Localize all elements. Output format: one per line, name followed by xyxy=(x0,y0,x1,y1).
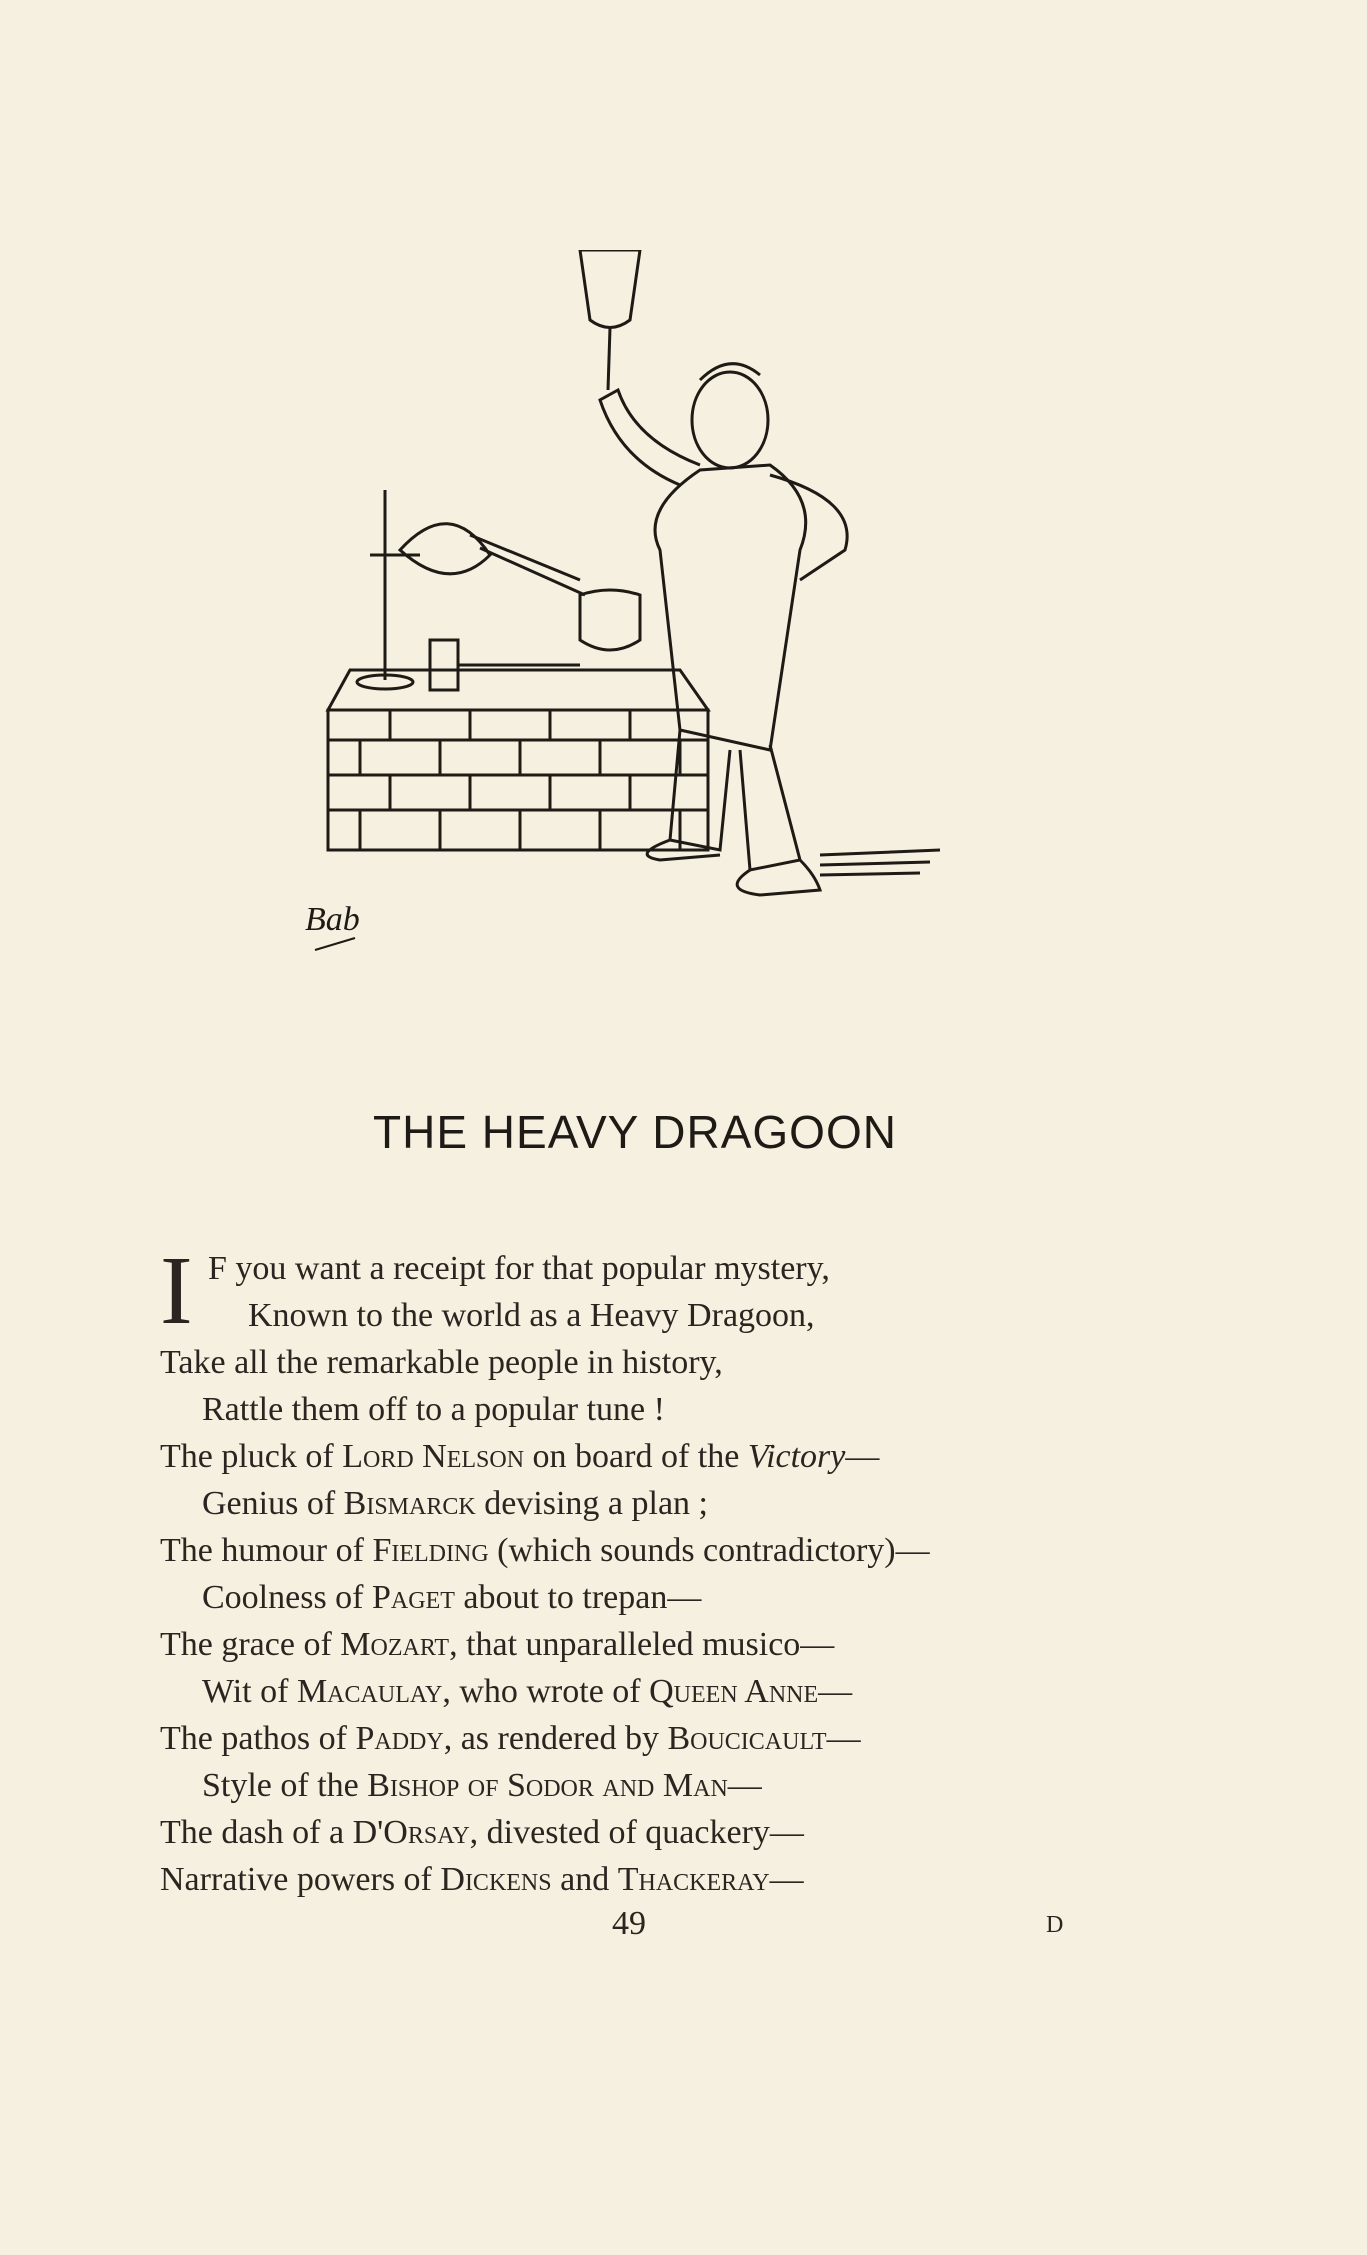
poem-line: Wit of Macaulay, who wrote of Queen Anne— xyxy=(202,1673,853,1710)
poem-line: Take all the remarkable people in history, xyxy=(160,1344,723,1381)
chemist-body xyxy=(655,465,806,750)
brick-furnace xyxy=(328,710,708,850)
signature-mark: D xyxy=(1046,1912,1064,1938)
poem-line: Style of the Bishop of Sodor and Man— xyxy=(202,1767,762,1804)
poem-line: The dash of a D'Orsay, divested of quackery— xyxy=(160,1814,804,1851)
poem-line: Coolness of Paget about to trepan— xyxy=(202,1579,702,1616)
poem-line: Rattle them off to a popular tune ! xyxy=(202,1391,665,1428)
poem-line: I F you want a receipt for that popular mystery, xyxy=(160,1237,830,1345)
chemist-head xyxy=(692,372,768,468)
poem-body xyxy=(160,1237,1210,1903)
poem-line: The pluck of Lord Nelson on board of the Victory— xyxy=(160,1438,880,1475)
drop-cap: I xyxy=(160,1237,193,1345)
poem-line: The pathos of Paddy, as rendered by Boucicault— xyxy=(160,1720,861,1757)
raised-arm xyxy=(600,390,700,485)
poem-line: The grace of Mozart, that unparalleled musico— xyxy=(160,1626,835,1663)
poem-line: Genius of Bismarck devising a plan ; xyxy=(202,1485,708,1522)
page-title: THE HEAVY DRAGOON xyxy=(373,1106,897,1158)
chemist-illustration xyxy=(300,250,960,970)
page-number: 49 xyxy=(612,1905,646,1942)
poem-line: The humour of Fielding (which sounds contradictory)— xyxy=(160,1532,930,1569)
poem-line: Narrative powers of Dickens and Thackeray— xyxy=(160,1861,804,1898)
artist-signature: Bab xyxy=(305,901,360,938)
receiver-flask xyxy=(580,590,640,650)
raised-glass xyxy=(580,250,640,328)
retort-flask xyxy=(400,524,490,574)
poem-line: Known to the world as a Heavy Dragoon, xyxy=(248,1297,815,1334)
